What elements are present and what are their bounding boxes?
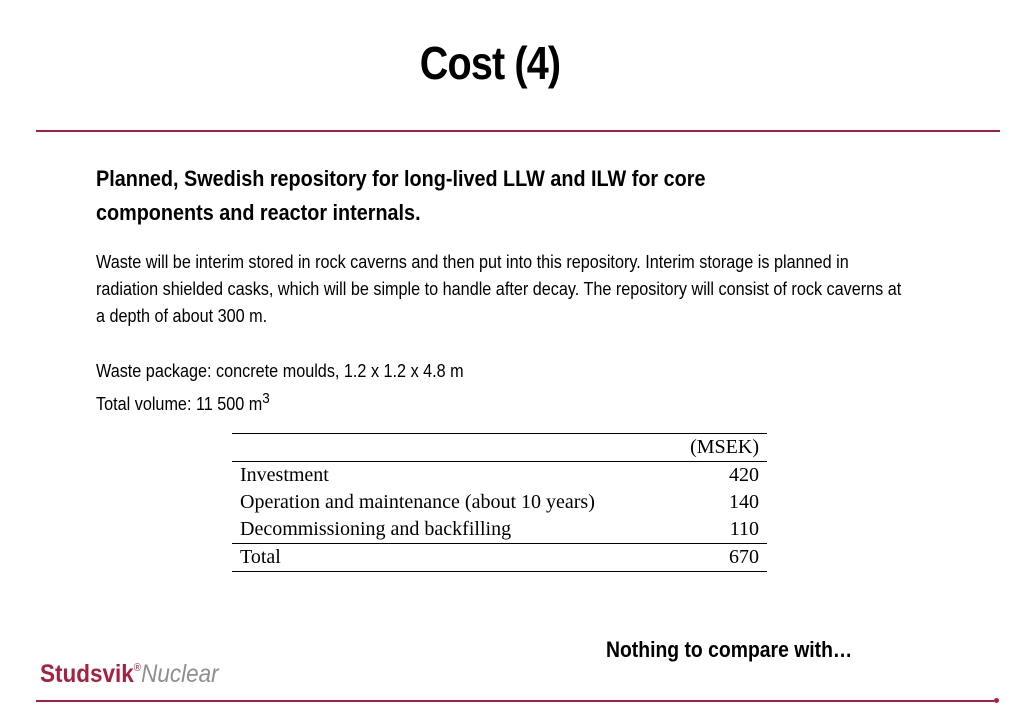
total-label: Total: [240, 546, 281, 568]
table-row: [232, 489, 767, 516]
description-paragraph: Waste will be interim stored in rock caverns and then put into this repository. Interim storage is planned in radiation shielded casks, which will be simple to handle after decay. The repository will consist of rock caverns at a depth of about 300 m.: [96, 252, 902, 326]
logo-nuclear: Nuclear: [141, 660, 219, 688]
row-label: Decommissioning and backfilling: [240, 518, 512, 540]
table-total-row: [232, 544, 767, 572]
row-label: Investment: [240, 464, 329, 486]
top-divider: [36, 130, 1000, 132]
table-header-label: [232, 434, 667, 462]
volume-superscript: 3: [262, 390, 270, 407]
divider-end-dot: [994, 698, 999, 703]
package-details: [96, 358, 906, 418]
row-value: 420: [729, 464, 759, 486]
table-row: [232, 462, 767, 490]
row-label: Operation and maintenance (about 10 years): [240, 491, 595, 513]
row-value: 110: [729, 518, 759, 540]
volume-line: [96, 385, 906, 418]
footer-note: Nothing to compare with…: [606, 637, 853, 662]
slide-heading: Planned, Swedish repository for long-lived LLW and ILW for core components and reactor internals.: [96, 166, 706, 225]
table-header-unit: (MSEK): [690, 436, 759, 458]
slide-title: Cost (4): [419, 37, 561, 89]
volume-text: Total volume: 11 500 m: [96, 394, 263, 414]
table-header-row: [232, 434, 767, 462]
cost-table: [232, 433, 767, 572]
row-value: 140: [729, 491, 759, 513]
studsvik-logo: [40, 660, 219, 689]
total-value: 670: [729, 546, 759, 568]
package-line: Waste package: concrete moulds, 1.2 x 1.2 x 4.8 m: [96, 361, 464, 381]
logo-registered-mark: ®: [133, 662, 142, 674]
bottom-divider: [36, 700, 994, 702]
table-row: [232, 516, 767, 544]
logo-studsvik: Studsvik: [40, 660, 134, 688]
